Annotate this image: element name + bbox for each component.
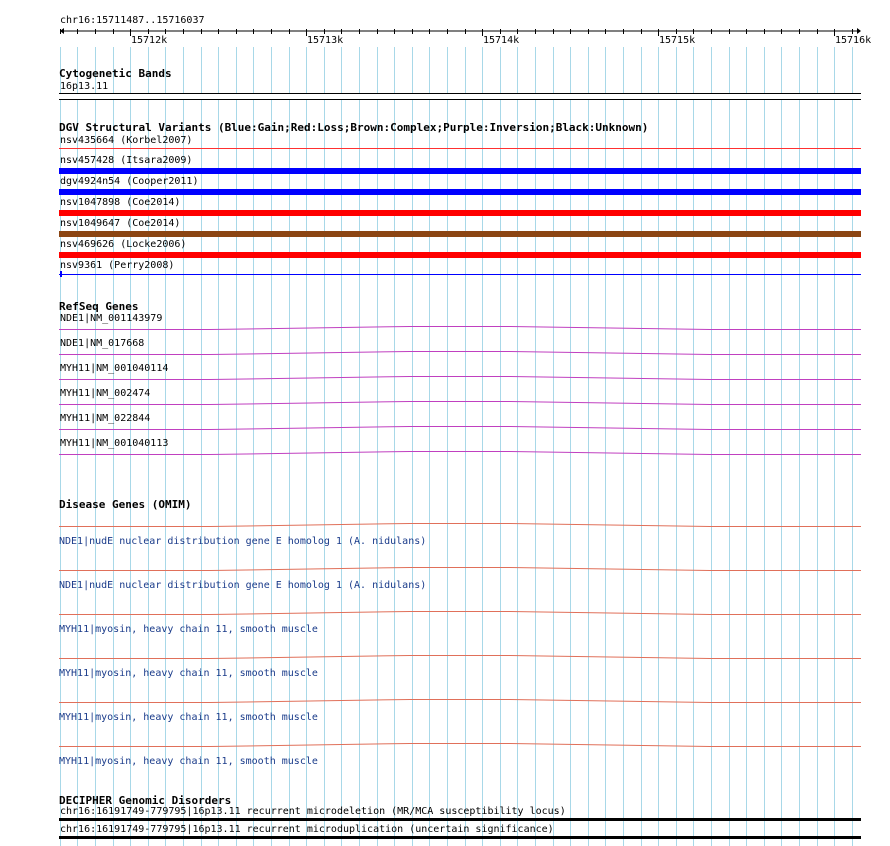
- gene-model-line: [59, 656, 861, 659]
- ruler-tick-label: 15715k: [659, 35, 696, 46]
- gene-model-line: [59, 524, 861, 527]
- omim-gene-label[interactable]: MYH11|myosin, heavy chain 11, smooth muscle: [59, 712, 318, 723]
- ruler-tick-label: 15714k: [483, 35, 520, 46]
- dgv-feature-label: nsv9361 (Perry2008): [60, 260, 175, 271]
- dgv-feature-label: dgv4924n54 (Cooper2011): [60, 176, 199, 187]
- dgv-feature-label: nsv457428 (Itsara2009): [60, 155, 193, 166]
- dgv-feature-label: nsv469626 (Locke2006): [60, 239, 187, 250]
- gene-model-line: [59, 568, 861, 571]
- decipher-feature-label: chr16:16191749-779795|16p13.11 recurrent microduplication (uncertain significance): [60, 824, 554, 835]
- ruler-tick-label: 15713k: [307, 35, 344, 46]
- refseq-gene-label: NDE1|NM_017668: [60, 338, 145, 349]
- dgv-feature-label: nsv1049647 (Coe2014): [60, 218, 181, 229]
- gene-model-line: [59, 744, 861, 747]
- omim-gene-label[interactable]: NDE1|nudE nuclear distribution gene E homolog 1 (A. nidulans): [59, 536, 427, 547]
- omim-gene-label[interactable]: MYH11|myosin, heavy chain 11, smooth muscle: [59, 624, 318, 635]
- decipher-deletion-bar[interactable]: [59, 818, 861, 821]
- omim-gene-label[interactable]: MYH11|myosin, heavy chain 11, smooth muscle: [59, 756, 318, 767]
- track-title-decipher[interactable]: DECIPHER Genomic Disorders: [59, 794, 232, 807]
- gene-model-line: [59, 700, 861, 703]
- refseq-gene-label: NDE1|NM_001143979: [60, 313, 163, 324]
- location-label: chr16:15711487..15716037: [60, 15, 205, 26]
- refseq-gene-label: MYH11|NM_022844: [60, 413, 151, 424]
- refseq-gene-label: MYH11|NM_001040113: [60, 438, 169, 449]
- cytoband-label: 16p13.11: [60, 81, 109, 92]
- track-title-refseq[interactable]: RefSeq Genes: [59, 300, 139, 313]
- refseq-gene-label: MYH11|NM_001040114: [60, 363, 169, 374]
- track-title-cytogenetic-bands[interactable]: Cytogenetic Bands: [59, 67, 172, 80]
- track-title-dgv[interactable]: DGV Structural Variants (Blue:Gain;Red:Loss;Brown:Complex;Purple:Inversion;Black:Unknown): [59, 121, 649, 134]
- omim-gene-label[interactable]: NDE1|nudE nuclear distribution gene E homolog 1 (A. nidulans): [59, 580, 427, 591]
- omim-gene-label[interactable]: MYH11|myosin, heavy chain 11, smooth muscle: [59, 668, 318, 679]
- gene-model-line: [59, 612, 861, 615]
- dgv-feature-label: nsv435664 (Korbel2007): [60, 135, 193, 146]
- decipher-duplication-bar[interactable]: [59, 836, 861, 839]
- ruler-tick-label: 15712k: [131, 35, 168, 46]
- refseq-gene-label: MYH11|NM_002474: [60, 388, 151, 399]
- ruler-tick-label: 15716k: [835, 35, 872, 46]
- decipher-feature-label: chr16:16191749-779795|16p13.11 recurrent microdeletion (MR/MCA susceptibility locus): [60, 806, 566, 817]
- dgv-feature-label: nsv1047898 (Coe2014): [60, 197, 181, 208]
- track-title-omim[interactable]: Disease Genes (OMIM): [59, 498, 192, 511]
